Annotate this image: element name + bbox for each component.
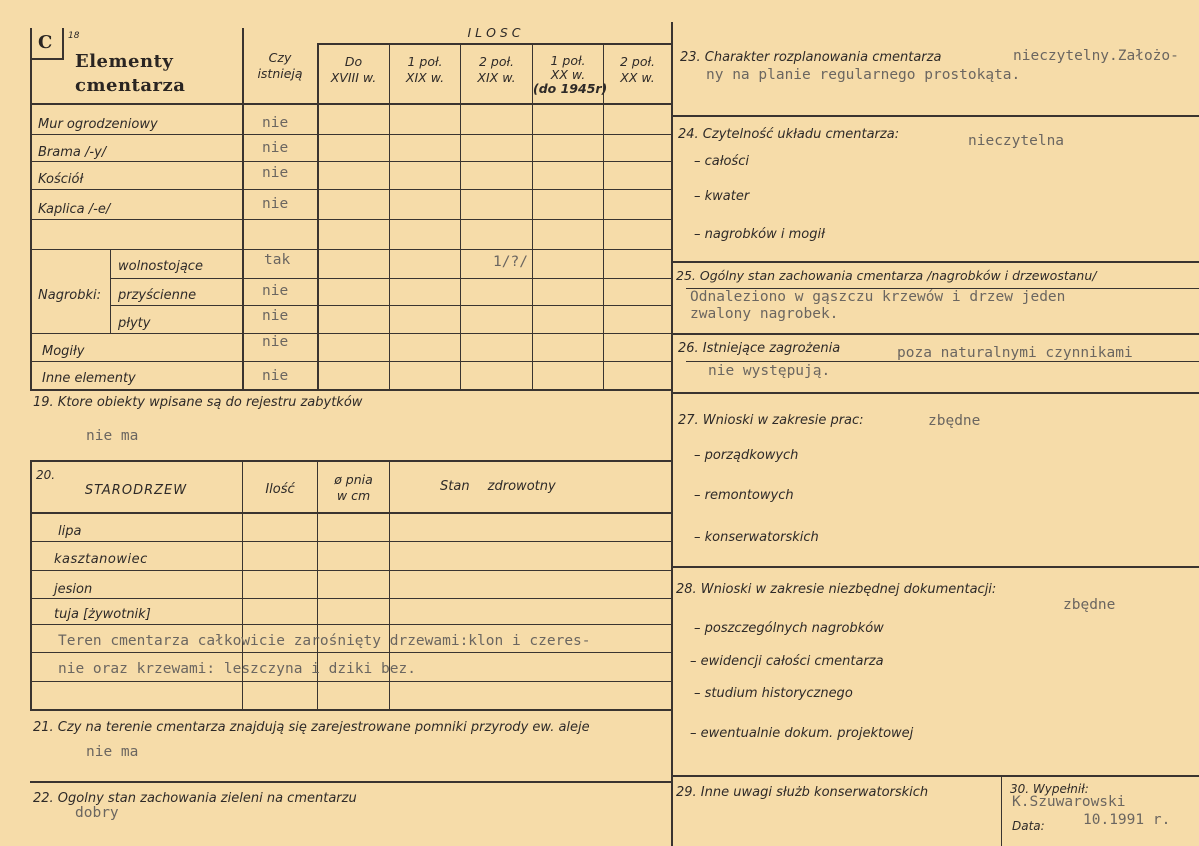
q20-col-pnia-2: w cm <box>336 487 371 503</box>
q28-label: 28. Wnioski w zakresie niezbędnej dokumentacji: <box>676 582 997 597</box>
element-row-label: Inne elementy <box>42 371 136 386</box>
period-2-xix-2: XIX w. <box>477 69 516 85</box>
q20-col-pnia <box>318 472 389 503</box>
row-line-5 <box>30 249 671 250</box>
col-divider-p3 <box>460 44 461 390</box>
period-1-xx-1: 1 poł. <box>550 53 586 68</box>
sec20-left <box>30 460 32 709</box>
r-divider-30 <box>1001 775 1002 846</box>
q24-item: – kwater <box>694 189 750 204</box>
q24-item: – nagrobków i mogił <box>694 227 825 242</box>
q27-item: – porządkowych <box>694 448 799 463</box>
element-row-value: nie <box>262 140 289 156</box>
q28-item: – poszczególnych nagrobków <box>694 621 884 636</box>
period-2-xix-1: 2 poł. <box>478 54 515 69</box>
q24-answer: nieczytelna <box>968 133 1065 149</box>
sec20-row-6 <box>30 681 671 682</box>
q30-label: 30. Wypełnił: <box>1010 782 1089 796</box>
element-row-label: Kościół <box>38 172 84 187</box>
nagrobki-row-count: 1/?/ <box>493 254 528 270</box>
period-xviii-1: Do <box>344 54 363 69</box>
q28-item: – ewidencji całości cmentarza <box>690 654 884 669</box>
row-line-8 <box>30 333 671 334</box>
col-divider-p2 <box>389 44 390 390</box>
q19-answer: nie ma <box>86 428 139 444</box>
element-row-label: Mogiły <box>42 344 85 359</box>
q27-answer: zbędne <box>928 413 981 429</box>
q30-date-label: Data: <box>1012 819 1045 833</box>
tree-row-label: lipa <box>58 524 82 539</box>
q27-label: 27. Wnioski w zakresie prac: <box>678 413 864 428</box>
row-line-1 <box>30 134 671 135</box>
q20-num: 20. <box>36 468 56 482</box>
q27-item: – remontowych <box>694 488 794 503</box>
row-line-10 <box>30 389 671 391</box>
row-line-2 <box>30 161 671 162</box>
sec20-row-1 <box>30 541 671 542</box>
element-row-value: nie <box>262 368 289 384</box>
q30-name: K.Szuwarowski <box>1012 794 1126 810</box>
nagrobki-row-value: tak <box>264 252 291 268</box>
r-line-26 <box>671 392 1199 394</box>
nagrobki-row-value: nie <box>262 308 289 324</box>
element-row-value: nie <box>262 165 289 181</box>
nagrobki-row-value: nie <box>262 283 289 299</box>
q20-col-stan: Stan zdrowotny <box>440 479 556 494</box>
q28-answer: zbędne <box>1063 597 1116 613</box>
table-header-bottom <box>30 103 671 105</box>
r-line-27 <box>671 566 1199 568</box>
ilosc-line <box>317 43 671 45</box>
q20-note-line-1: Teren cmentarza całkowicie zarośnięty drzewami:klon i czeres- <box>58 633 591 649</box>
r-line-23 <box>671 115 1199 117</box>
tree-row-label: jesion <box>54 582 93 597</box>
card-letter: C <box>38 32 53 53</box>
q19-label: 19. Ktore obiekty wpisane są do rejestru zabytków <box>33 395 363 410</box>
ilosc-header: I L O S C <box>467 25 521 40</box>
row-line-4 <box>30 219 671 220</box>
col-divider-czy <box>242 28 244 390</box>
q30-date: 10.1991 r. <box>1083 812 1171 828</box>
nagrobki-row-label: płyty <box>118 316 151 331</box>
tree-row-label: tuja [żywotnik] <box>54 607 151 622</box>
element-row-label: Mur ogrodzeniowy <box>38 117 158 132</box>
tree-row-label: kasztanowiec <box>54 552 148 567</box>
period-2-xx-2: XX w. <box>620 69 655 85</box>
sec22-top <box>30 781 671 783</box>
q23-label: 23. Charakter rozplanowania cmentarza <box>680 50 942 65</box>
sec20-row-2 <box>30 570 671 571</box>
q25-label: 25. Ogólny stan zachowania cmentarza /nagrobków i drzewostanu/ <box>676 268 1097 283</box>
q25-answer-line-2: zwalony nagrobek. <box>690 306 839 322</box>
q22-answer: dobry <box>75 805 119 821</box>
r-line-28 <box>671 775 1199 777</box>
element-row-value: nie <box>262 334 289 350</box>
nagrobki-row-label: wolnostojące <box>118 259 203 274</box>
element-row-value: nie <box>262 115 289 131</box>
nagrobki-divider <box>110 250 111 333</box>
q29-label: 29. Inne uwagi służb konserwatorskich <box>676 785 929 800</box>
element-row-value: nie <box>262 196 289 212</box>
period-1-xx <box>533 53 608 96</box>
r-line-26a <box>686 361 1199 362</box>
period-1-xix <box>390 54 460 85</box>
q27-item: – konserwatorskich <box>694 530 819 545</box>
col-divider-p1 <box>317 44 319 390</box>
sec20-row-3 <box>30 598 671 599</box>
period-2-xx-1: 2 poł. <box>619 54 656 69</box>
q24-item: – całości <box>694 154 749 169</box>
q26-answer-line-1: poza naturalnymi czynnikami <box>897 345 1133 361</box>
sec20-row-5 <box>30 652 671 653</box>
element-row-label: Kaplica /-e/ <box>38 202 111 217</box>
q22-label: 22. Ogolny stan zachowania zieleni na cmentarzu <box>33 791 357 806</box>
sec20-header-bottom <box>30 512 671 514</box>
period-1-xix-2: XIX w. <box>405 69 445 85</box>
period-xviii <box>318 54 389 85</box>
nagrobki-label: Nagrobki: <box>38 288 102 303</box>
q26-label: 26. Istniejące zagrożenia <box>678 341 841 356</box>
sec20-bottom <box>30 709 671 711</box>
r-line-25 <box>671 333 1199 335</box>
period-2-xix <box>461 54 532 85</box>
title-line-2: cmentarza <box>75 75 186 96</box>
sec20-row-4 <box>30 624 671 625</box>
q21-answer: nie ma <box>86 744 139 760</box>
q26-answer-line-2: nie występują. <box>708 363 831 379</box>
center-divider <box>671 22 673 846</box>
q20-title: STARODRZEW <box>84 483 188 498</box>
period-1-xx-2: XX w. <box>550 67 586 82</box>
period-1-xix-1: 1 poł. <box>407 54 443 69</box>
card-letter-num: 18 <box>68 31 80 41</box>
period-xviii-2: XVIII w. <box>330 69 377 85</box>
q28-item: – studium historycznego <box>694 686 853 701</box>
col-czy-header <box>243 50 317 81</box>
col-czy-header-1: Czy <box>268 50 292 65</box>
row-line-9 <box>30 361 671 362</box>
element-row-label: Brama /-y/ <box>38 145 107 160</box>
q20-col-ilosc: Ilość <box>265 482 295 497</box>
r-line-24 <box>671 261 1199 263</box>
left-border <box>30 28 32 390</box>
q20-note-line-2: nie oraz krzewami: leszczyna i dziki bez. <box>58 661 416 677</box>
q28-item: – ewentualnie dokum. projektowej <box>690 726 914 741</box>
nagrobki-row-label: przyścienne <box>118 288 197 303</box>
period-2-xx <box>604 54 671 85</box>
row-line-6 <box>110 278 671 279</box>
q24-label: 24. Czytelność układu cmentarza: <box>678 127 900 142</box>
period-1-xx-3: (do 1945r) <box>533 81 608 96</box>
row-line-3 <box>30 189 671 190</box>
sec20-top <box>30 460 671 462</box>
col-czy-header-2: istnieją <box>257 65 303 81</box>
q20-col-pnia-1: ø pnia <box>334 472 373 487</box>
row-line-7 <box>110 305 671 306</box>
q23-answer-line-1: nieczytelny.Założo- <box>1013 48 1179 64</box>
title-line-1: Elementy <box>75 51 174 72</box>
q25-answer-line-1: Odnaleziono w gąszczu krzewów i drzew jeden <box>690 289 1066 305</box>
q23-answer-line-2: ny na planie regularnego prostokąta. <box>706 67 1021 83</box>
q21-label: 21. Czy na terenie cmentarza znajdują się zarejestrowane pomniki przyrody ew. aleje <box>33 720 590 735</box>
